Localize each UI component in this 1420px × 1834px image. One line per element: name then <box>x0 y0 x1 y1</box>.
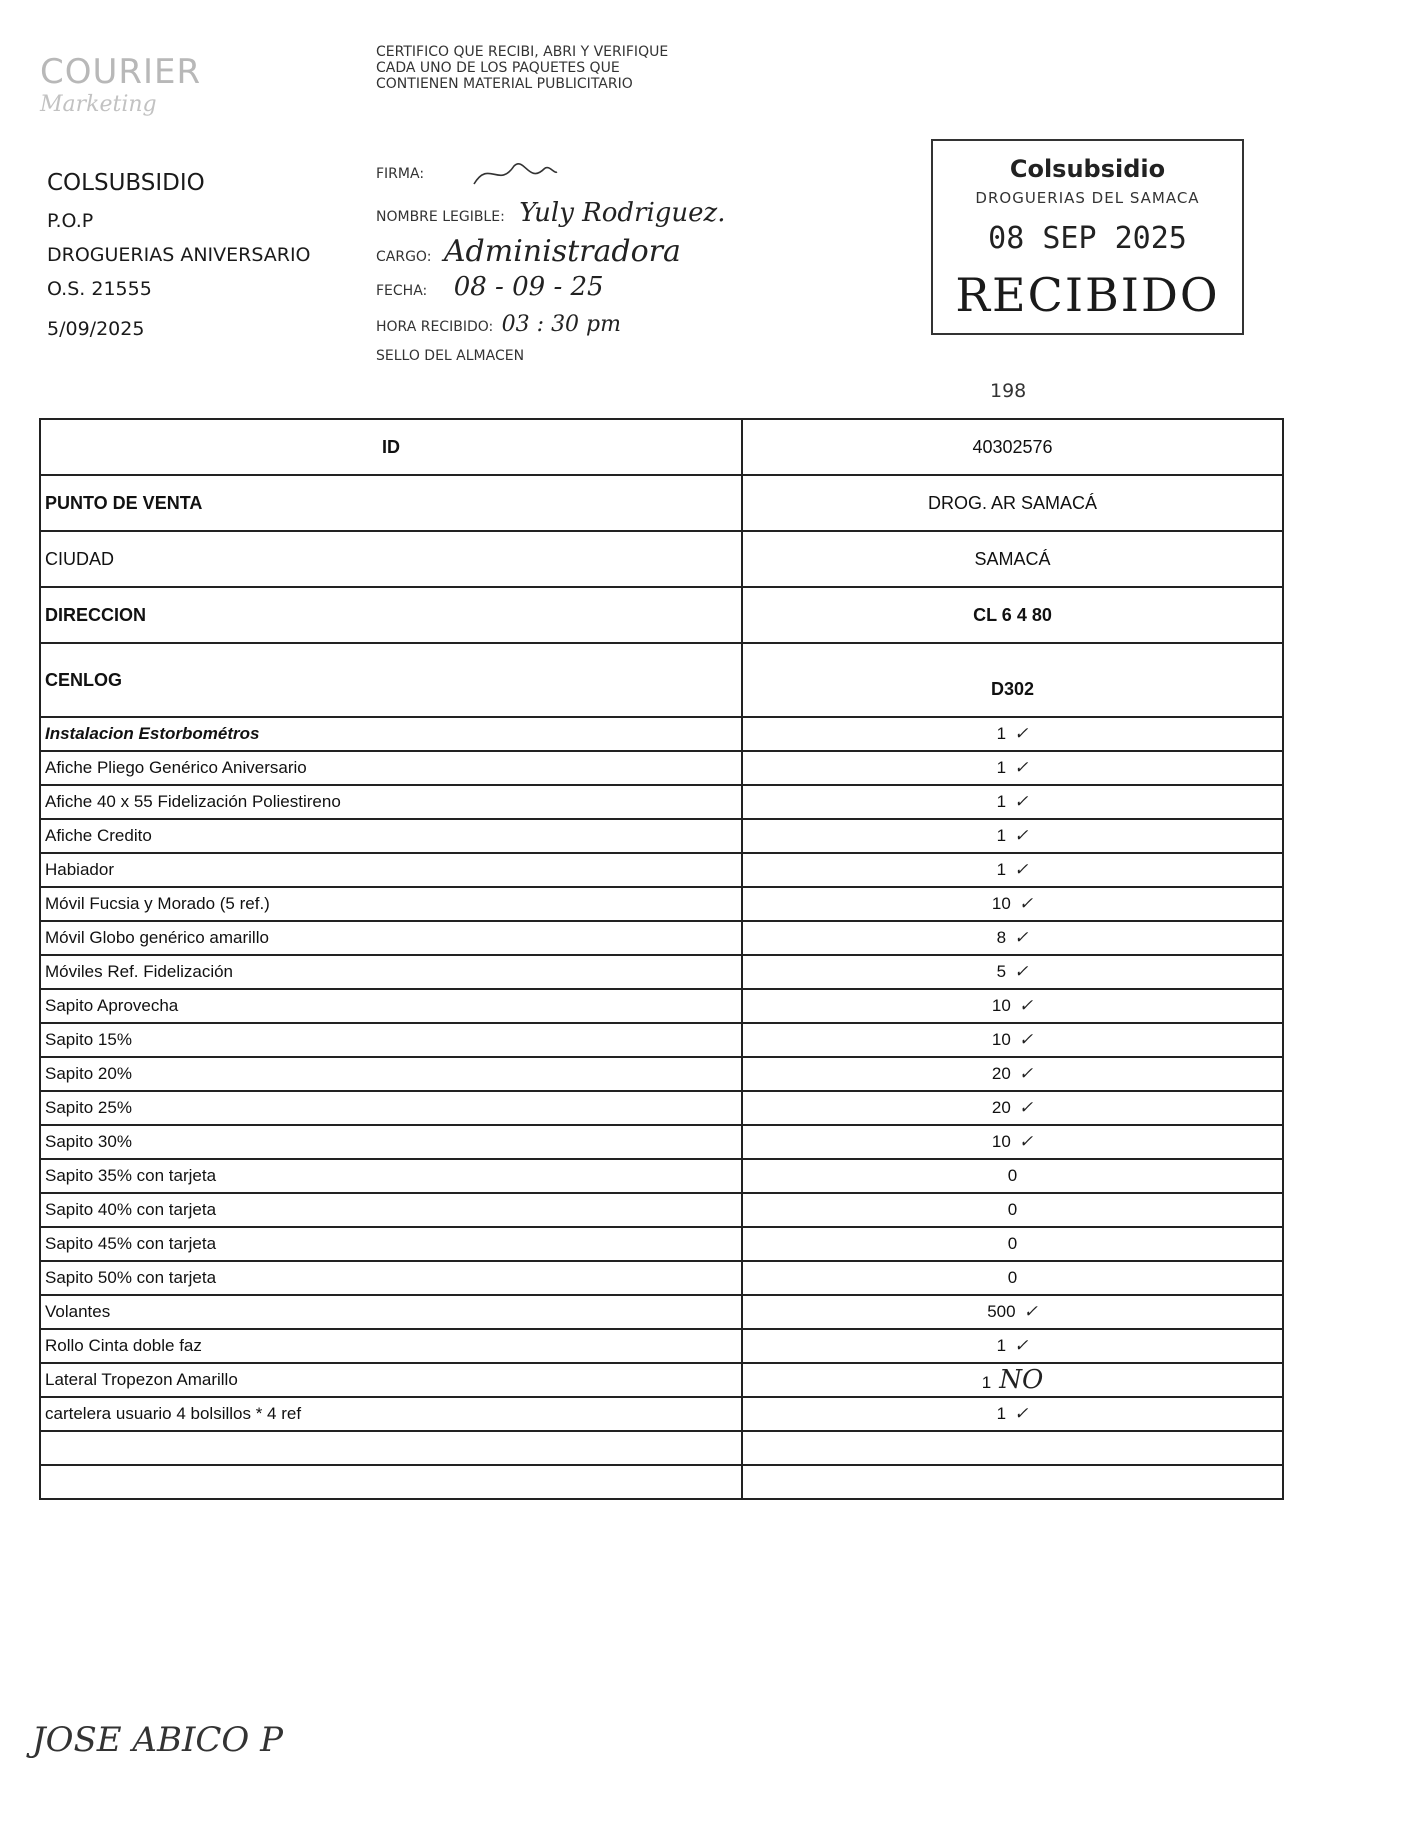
check-icon: ✓ <box>1018 1098 1034 1118</box>
table-row <box>40 989 1283 1023</box>
table-row <box>40 1397 1283 1431</box>
check-icon: ✓ <box>1018 1064 1034 1084</box>
table-row <box>40 921 1283 955</box>
cargo-label: CARGO: <box>376 249 432 265</box>
check-icon: ✓ <box>1014 758 1029 778</box>
check-icon: ✓ <box>1014 1336 1029 1356</box>
certificate-text <box>376 44 736 92</box>
logo-sub: Marketing <box>40 92 157 117</box>
punto-label: PUNTO DE VENTA <box>40 475 742 531</box>
check-icon: ✓ <box>1014 826 1029 846</box>
item-qty-cell <box>742 1057 1283 1091</box>
table-row <box>40 1261 1283 1295</box>
fecha-value: 08 - 09 - 25 <box>453 272 604 302</box>
check-icon: ✓ <box>1018 1132 1034 1152</box>
item-qty-cell <box>742 717 1283 751</box>
table-row <box>40 1023 1283 1057</box>
table-row-cenlog <box>40 643 1283 717</box>
check-icon: ✓ <box>1014 724 1029 744</box>
check-icon: ✓ <box>1014 860 1029 880</box>
item-qty-cell <box>742 989 1283 1023</box>
cargo-row <box>376 234 681 269</box>
cenlog-label: CENLOG <box>40 643 742 717</box>
item-qty-cell <box>742 921 1283 955</box>
item-qty: 1 <box>996 724 1007 743</box>
item-qty: 0 <box>1007 1200 1018 1219</box>
company-name: COLSUBSIDIO <box>47 170 205 196</box>
item-qty: 1 <box>996 826 1007 845</box>
item-label: Móviles Ref. Fidelización <box>40 955 742 989</box>
item-label: Volantes <box>40 1295 742 1329</box>
table-row <box>40 751 1283 785</box>
hora-label: HORA RECIBIDO: <box>376 319 494 335</box>
handwritten-no: NO <box>999 1365 1044 1395</box>
item-label: Sapito 15% <box>40 1023 742 1057</box>
item-qty-cell <box>742 955 1283 989</box>
sello-label: SELLO DEL ALMACEN <box>376 348 525 364</box>
table-row <box>40 1363 1283 1397</box>
cert-line1: CERTIFICO QUE RECIBI, ABRI Y VERIFIQUE <box>376 44 669 60</box>
check-icon: ✓ <box>1023 1302 1038 1322</box>
table-row <box>40 1227 1283 1261</box>
id-value: 40302576 <box>742 419 1283 475</box>
item-label: Móvil Fucsia y Morado (5 ref.) <box>40 887 742 921</box>
check-icon: ✓ <box>1014 962 1029 982</box>
check-icon: ✓ <box>1014 928 1029 948</box>
delivery-table-body <box>40 419 1283 1499</box>
stamp-date: 08 SEP 2025 <box>988 221 1187 256</box>
item-label: Sapito 40% con tarjeta <box>40 1193 742 1227</box>
item-label: Sapito 30% <box>40 1125 742 1159</box>
id-label: ID <box>40 419 742 475</box>
table-row-id <box>40 419 1283 475</box>
table-row <box>40 1329 1283 1363</box>
delivery-table <box>39 418 1284 1500</box>
item-qty: 5 <box>996 962 1007 981</box>
item-label: Sapito 35% con tarjeta <box>40 1159 742 1193</box>
table-row <box>40 1091 1283 1125</box>
check-icon: ✓ <box>1018 894 1034 914</box>
punto-value: DROG. AR SAMACÁ <box>742 475 1283 531</box>
cenlog-value: D302 <box>742 643 1283 717</box>
ciudad-value: SAMACÁ <box>742 531 1283 587</box>
footer-signature: JOSE ABICO P <box>32 1720 283 1760</box>
item-qty-cell <box>742 1363 1283 1397</box>
direccion-label: DIRECCION <box>40 587 742 643</box>
signature-scribble <box>469 154 559 194</box>
item-qty: 20 <box>991 1064 1011 1083</box>
certificate-block <box>376 44 736 364</box>
item-qty-cell <box>742 1261 1283 1295</box>
table-row <box>40 853 1283 887</box>
table-row <box>40 1295 1283 1329</box>
item-label: Sapito Aprovecha <box>40 989 742 1023</box>
item-label: Afiche Credito <box>40 819 742 853</box>
nombre-row <box>376 198 726 228</box>
nombre-label: NOMBRE LEGIBLE: <box>376 209 505 225</box>
fecha-row <box>376 272 604 302</box>
item-qty: 10 <box>991 996 1011 1015</box>
table-row-direccion <box>40 587 1283 643</box>
item-label: Sapito 45% con tarjeta <box>40 1227 742 1261</box>
item-label: cartelera usuario 4 bolsillos * 4 ref <box>40 1397 742 1431</box>
cert-line3: CONTIENEN MATERIAL PUBLICITARIO <box>376 76 633 92</box>
header-line3: DROGUERIAS ANIVERSARIO <box>47 244 311 266</box>
item-label: Sapito 25% <box>40 1091 742 1125</box>
check-icon: ✓ <box>1014 1404 1029 1424</box>
item-qty-cell <box>742 1193 1283 1227</box>
received-stamp <box>931 139 1244 335</box>
table-row <box>40 1125 1283 1159</box>
page-number: 198 <box>990 380 1027 402</box>
table-row <box>40 955 1283 989</box>
table-row <box>40 785 1283 819</box>
cargo-value: Administradora <box>443 234 681 269</box>
order-number: O.S. 21555 <box>47 278 152 300</box>
firma-label: FIRMA: <box>376 166 425 182</box>
courier-logo <box>40 52 280 142</box>
table-row <box>40 819 1283 853</box>
item-qty-cell <box>742 1397 1283 1431</box>
item-qty-cell <box>742 751 1283 785</box>
header-date: 5/09/2025 <box>47 318 145 340</box>
item-label: Rollo Cinta doble faz <box>40 1329 742 1363</box>
item-qty-cell <box>742 1159 1283 1193</box>
item-qty: 1 <box>996 1404 1007 1423</box>
item-qty: 10 <box>991 1132 1011 1151</box>
check-icon: ✓ <box>1014 792 1029 812</box>
table-row-ciudad <box>40 531 1283 587</box>
fecha-label: FECHA: <box>376 283 428 299</box>
item-qty: 0 <box>1007 1166 1018 1185</box>
item-qty-cell <box>742 1091 1283 1125</box>
item-qty-cell <box>742 1227 1283 1261</box>
table-row <box>40 887 1283 921</box>
item-qty: 500 <box>987 1302 1016 1321</box>
header-line2: P.O.P <box>47 210 94 232</box>
ciudad-label: CIUDAD <box>40 531 742 587</box>
table-row <box>40 1057 1283 1091</box>
item-qty-cell <box>742 853 1283 887</box>
empty-row <box>40 1465 1283 1499</box>
item-label: Móvil Globo genérico amarillo <box>40 921 742 955</box>
item-qty: 10 <box>991 894 1011 913</box>
direccion-value: CL 6 4 80 <box>742 587 1283 643</box>
item-label: Sapito 20% <box>40 1057 742 1091</box>
item-qty: 10 <box>991 1030 1011 1049</box>
item-qty: 0 <box>1007 1234 1018 1253</box>
table-row <box>40 1193 1283 1227</box>
item-qty-cell <box>742 1329 1283 1363</box>
empty-row <box>40 1431 1283 1465</box>
stamp-brand: Colsubsidio <box>1009 155 1166 183</box>
logo-brand: COURIER <box>40 52 202 92</box>
check-icon: ✓ <box>1018 1030 1034 1050</box>
empty-cell <box>40 1431 742 1465</box>
hora-row <box>376 312 621 337</box>
item-label: Afiche Pliego Genérico Aniversario <box>40 751 742 785</box>
item-qty: 1 <box>996 792 1007 811</box>
stamp-status: RECIBIDO <box>955 268 1220 322</box>
item-qty-cell <box>742 785 1283 819</box>
item-label: Instalacion Estorbométros <box>40 717 742 751</box>
cert-line2: CADA UNO DE LOS PAQUETES QUE <box>376 60 620 76</box>
firma-row <box>376 154 559 194</box>
item-qty: 20 <box>991 1098 1011 1117</box>
table-row <box>40 717 1283 751</box>
item-label: Sapito 50% con tarjeta <box>40 1261 742 1295</box>
item-label: Afiche 40 x 55 Fidelización Poliestireno <box>40 785 742 819</box>
nombre-value: Yuly Rodriguez. <box>519 198 726 228</box>
item-qty: 0 <box>1007 1268 1018 1287</box>
empty-cell <box>40 1465 742 1499</box>
hora-value: 03 : 30 pm <box>501 312 621 337</box>
item-qty-cell <box>742 1023 1283 1057</box>
item-qty-cell <box>742 1125 1283 1159</box>
empty-cell <box>742 1431 1283 1465</box>
check-icon: ✓ <box>1018 996 1034 1016</box>
item-qty: 8 <box>996 928 1007 947</box>
item-qty: 1 <box>996 758 1007 777</box>
item-label: Habiador <box>40 853 742 887</box>
empty-cell <box>742 1465 1283 1499</box>
item-qty-cell <box>742 1295 1283 1329</box>
table-row-punto <box>40 475 1283 531</box>
stamp-store: DROGUERIAS DEL SAMACA <box>975 189 1200 207</box>
item-qty-cell <box>742 887 1283 921</box>
header-left <box>47 170 311 352</box>
item-qty: 1 <box>981 1373 992 1392</box>
item-qty-cell <box>742 819 1283 853</box>
item-qty: 1 <box>996 860 1007 879</box>
item-qty: 1 <box>996 1336 1007 1355</box>
table-row <box>40 1159 1283 1193</box>
item-label: Lateral Tropezon Amarillo <box>40 1363 742 1397</box>
